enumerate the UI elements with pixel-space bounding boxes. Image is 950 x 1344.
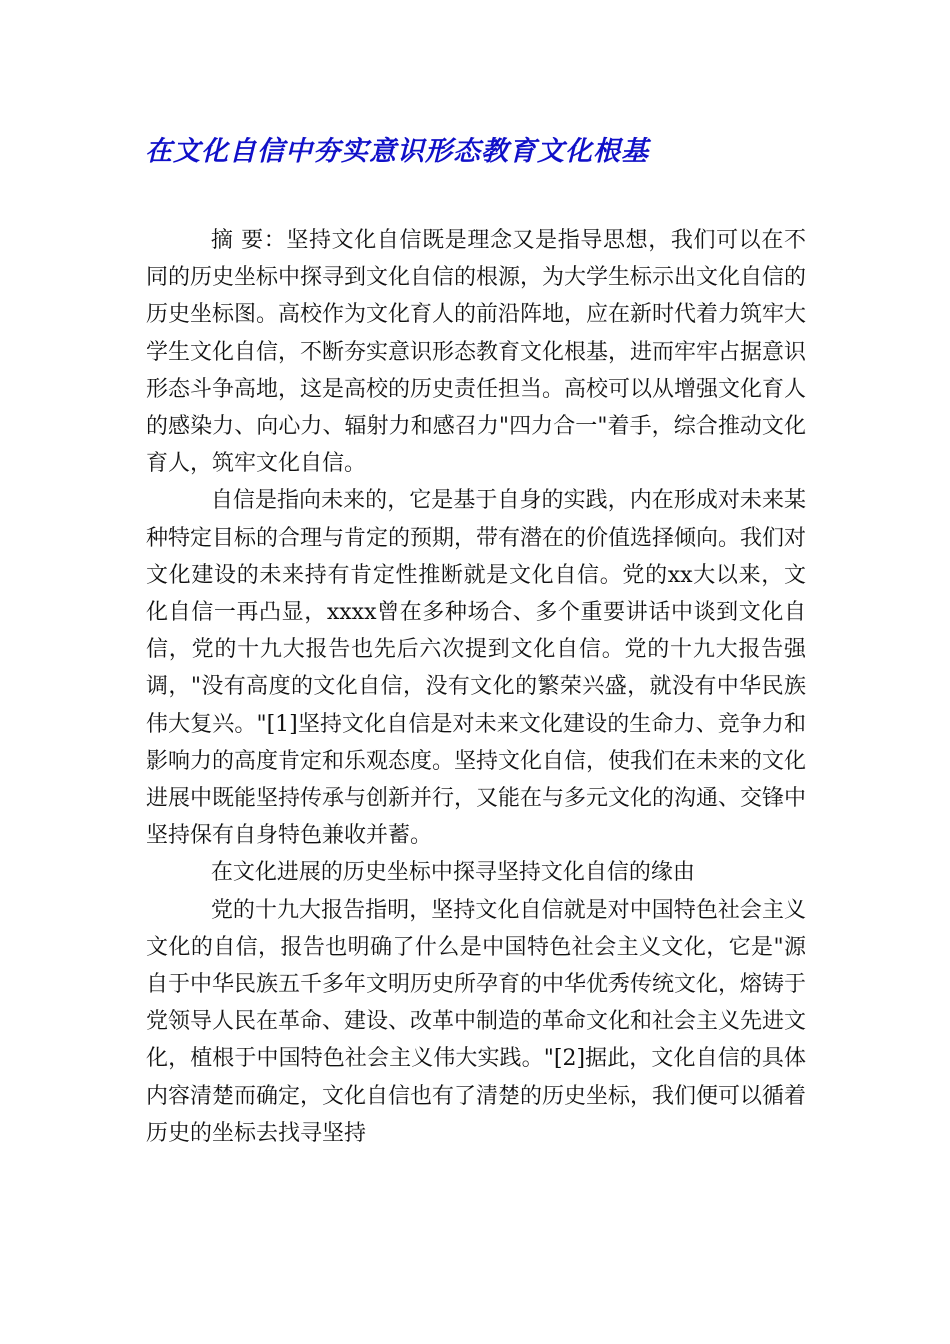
document-title: 在文化自信中夯实意识形态教育文化根基 <box>145 136 649 167</box>
body-paragraph: 自信是指向未来的，它是基于自身的实践，内在形成对未来某种特定目标的合理与肯定的预期，带有潜在的价值选择倾向。我们对文化建设的未来持有肯定性推断就是文化自信。党的xx大以来，文化自信一再凸显，xxxx曾在多种场合、多个重要讲话中谈到文化自信，党的十九大报告也先后六次提到文化自信。党的十九大报告强调，"没有高度的文化自信，没有文化的繁荣兴盛，就没有中华民族伟大复兴。"[1]坚持文化自信是对未来文化建设的生命力、竞争力和影响力的高度肯定和乐观态度。坚持文化自信，使我们在未来的文化进展中既能坚持传承与创新并行，又能在与多元文化的沟通、交锋中坚持保有自身特色兼收并蓄。 <box>146 488 807 849</box>
body-paragraph: 党的十九大报告指明，坚持文化自信就是对中国特色社会主义文化的自信，报告也明确了什么是中国特色社会主义文化，它是"源自于中华民族五千多年文明历史所孕育的中华优秀传统文化，熔铸于党领导人民在革命、建设、改革中制造的革命文化和社会主义先进文化，植根于中国特色社会主义伟大实践。"[2]据此，文化自信的具体内容清楚而确定，文化自信也有了清楚的历史坐标，我们便可以循着历史的坐标去找寻坚持 <box>146 897 807 1146</box>
abstract-paragraph: 摘 要：坚持文化自信既是理念又是指导思想，我们可以在不同的历史坐标中探寻到文化自信的根源，为大学生标示出文化自信的历史坐标图。高校作为文化育人的前沿阵地，应在新时代着力筑牢大学生文化自信，不断夯实意识形态教育文化根基，进而牢牢占据意识形态斗争高地，这是高校的历史责任担当。高校可以从增强文化育人的感染力、向心力、辐射力和感召力"四力合一"着手，综合推动文化育人，筑牢文化自信。 <box>146 228 807 477</box>
section-heading: 在文化进展的历史坐标中探寻坚持文化自信的缘由 <box>210 860 695 886</box>
document-body <box>146 222 806 1152</box>
